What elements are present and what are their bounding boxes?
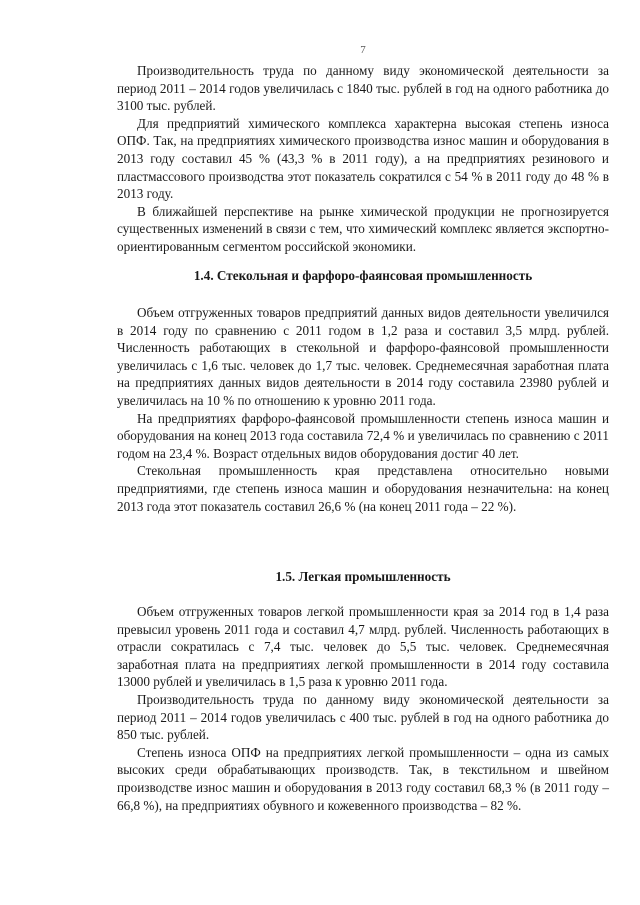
chemical-section-text (117, 62, 609, 256)
paragraph: Для предприятий химического комплекса характерна высокая степень износа ОПФ. Так, на предприятиях химического производства износ машин и оборудования в 2013 году составил 45 % (43,3 % в 2011 году), а на предприятиях резинового и пластмассового производства этот показатель сократился с 54 % в 2011 году до 48 % в 2013 году. (117, 115, 609, 202)
section-heading-glass: 1.4. Стекольная и фарфоро-фаянсовая промышленность (193, 268, 533, 283)
paragraph: Производительность труда по данному виду экономической деятельности за период 2011 – 2014 годов увеличилась с 400 тыс. рублей в год на одного работника до 850 тыс. рублей. (117, 691, 609, 743)
glass-section-text (117, 304, 609, 515)
section-heading-light: 1.5. Легкая промышленность (275, 569, 451, 584)
paragraph: В ближайшей перспективе на рынке химической продукции не прогнозируется существенных изменений в связи с тем, что химический комплекс является экспортно-ориентированным сегментом российской экономики. (117, 203, 609, 254)
paragraph: Степень износа ОПФ на предприятиях легкой промышленности – одна из самых высоких среди обрабатывающих производств. Так, в текстильном и швейном производстве износ машин и оборудования в 2013 году составил 68,3 % (в 2011 году – 66,8 %), на предприятиях обувного и кожевенного производства – 82 %. (117, 744, 609, 813)
light-industry-section-text (117, 603, 609, 814)
paragraph: Объем отгруженных товаров предприятий данных видов деятельности увеличился в 2014 году по сравнению с 2011 годом в 1,2 раза и составил 3,5 млрд. рублей. Численность работающих в стекольной и фарфоро-фаянсовой промышленности увеличилась с 1,6 тыс. человек до 1,7 тыс. человек. Среднемесячная заработная плата на предприятиях данных видов деятельности в 2014 году составила 23980 рублей и увеличилась на 10 % по отношению к уровню 2011 года. (117, 305, 609, 408)
page-number: 7 (360, 44, 366, 56)
paragraph: Стекольная промышленность края представлена относительно новыми предприятиями, где степень износа машин и оборудования незначительна: на конец 2013 года этот показатель составил 26,6 % (на конец 2011 года – 22 %). (117, 463, 609, 514)
paragraph: Производительность труда по данному виду экономической деятельности за период 2011 – 2014 годов увеличилась с 1840 тыс. рублей в год на одного работника до 3100 тыс. рублей. (117, 63, 609, 114)
paragraph: На предприятиях фарфоро-фаянсовой промышленности степень износа машин и оборудования на конец 2013 года составила 72,4 % и увеличилась по сравнению с 2011 годом на 23,4 %. Возраст отдельных видов оборудования достиг 40 лет. (117, 410, 609, 461)
paragraph: Объем отгруженных товаров легкой промышленности края за 2014 год в 1,4 раза превысил уровень 2011 года и составил 4,7 млрд. рублей. Численность работающих в отрасли сократилась с 7,4 тыс. человек до 5,5 тыс. человек. Среднемесячная заработная плата на предприятиях легкой промышленности в 2014 году составила 13000 рублей и увеличилась в 1,5 раза к уровню 2011 года. (117, 604, 609, 690)
